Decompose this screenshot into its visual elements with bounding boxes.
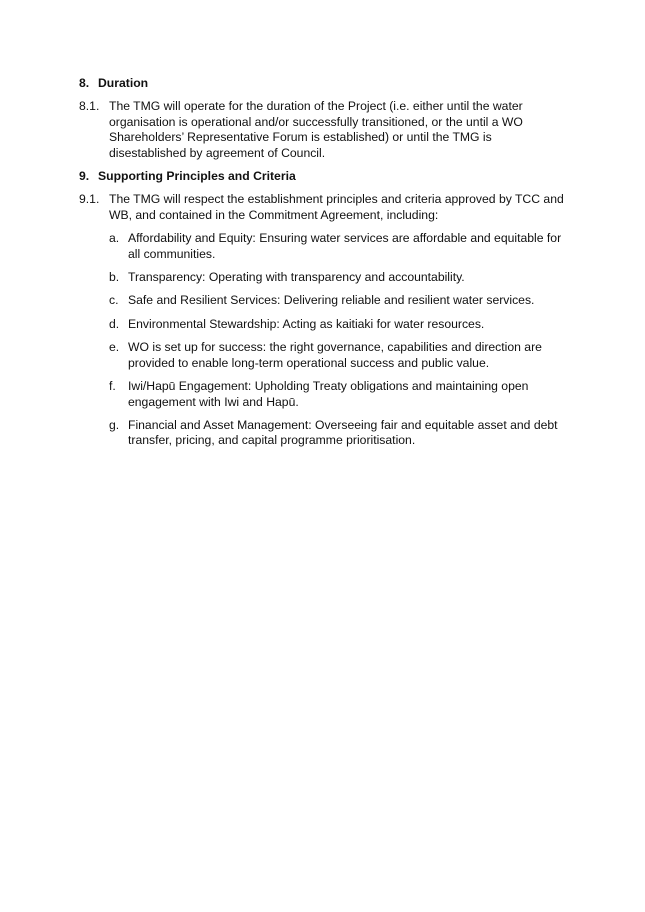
section-number: 9. — [79, 169, 90, 184]
list-item — [109, 379, 569, 410]
list-item — [109, 317, 569, 332]
item-text: Iwi/Hapū Engagement: Upholding Treaty obligations and maintaining open engagement with Iwi and Hapū. — [128, 379, 529, 409]
list-item — [109, 418, 569, 449]
item-text: Transparency: Operating with transparency and accountability. — [128, 270, 465, 285]
item-letter: f. — [109, 379, 116, 394]
section-title: Supporting Principles and Criteria — [98, 169, 296, 184]
item-letter: g. — [109, 417, 120, 432]
item-letter: b. — [109, 270, 120, 285]
section-number: 8. — [79, 76, 90, 90]
item-text: Environmental Stewardship: Acting as kaitiaki for water resources. — [128, 316, 485, 331]
section-heading-principles — [79, 169, 569, 184]
item-text: Affordability and Equity: Ensuring water services are affordable and equitable for all communities. — [128, 231, 562, 261]
clause-9-1 — [79, 192, 569, 223]
clause-text: The TMG will respect the establishment principles and criteria approved by TCC and WB, and contained in the Commitment Agreement, including: — [109, 192, 564, 222]
principles-list — [109, 231, 569, 448]
list-item — [109, 340, 569, 371]
item-letter: c. — [109, 293, 119, 308]
section-title: Duration — [98, 76, 149, 90]
item-letter: d. — [109, 316, 120, 331]
item-letter: a. — [109, 231, 120, 246]
item-text: Safe and Resilient Services: Delivering reliable and resilient water services. — [128, 293, 535, 308]
item-text: Financial and Asset Management: Overseeing fair and equitable asset and debt transfer, pricing, and capital programme prioritisation. — [128, 417, 558, 448]
item-text: WO is set up for success: the right governance, capabilities and direction are provided to enable long-term operational success and public value. — [128, 340, 542, 370]
list-item — [109, 293, 569, 308]
clause-8-1 — [79, 99, 569, 161]
document-body — [79, 76, 569, 449]
clause-text: The TMG will operate for the duration of the Project (i.e. either until the water organisation is operational and/or successfully transitioned, or the until a WO Shareholders’ Representative Forum is established) or until the TMG is disestablished by agreement of Council. — [109, 99, 523, 160]
item-letter: e. — [109, 340, 120, 355]
list-item — [109, 231, 569, 262]
clause-number: 8.1. — [79, 99, 100, 114]
section-heading-duration — [79, 76, 569, 91]
clause-number: 9.1. — [79, 192, 100, 207]
list-item — [109, 270, 569, 285]
